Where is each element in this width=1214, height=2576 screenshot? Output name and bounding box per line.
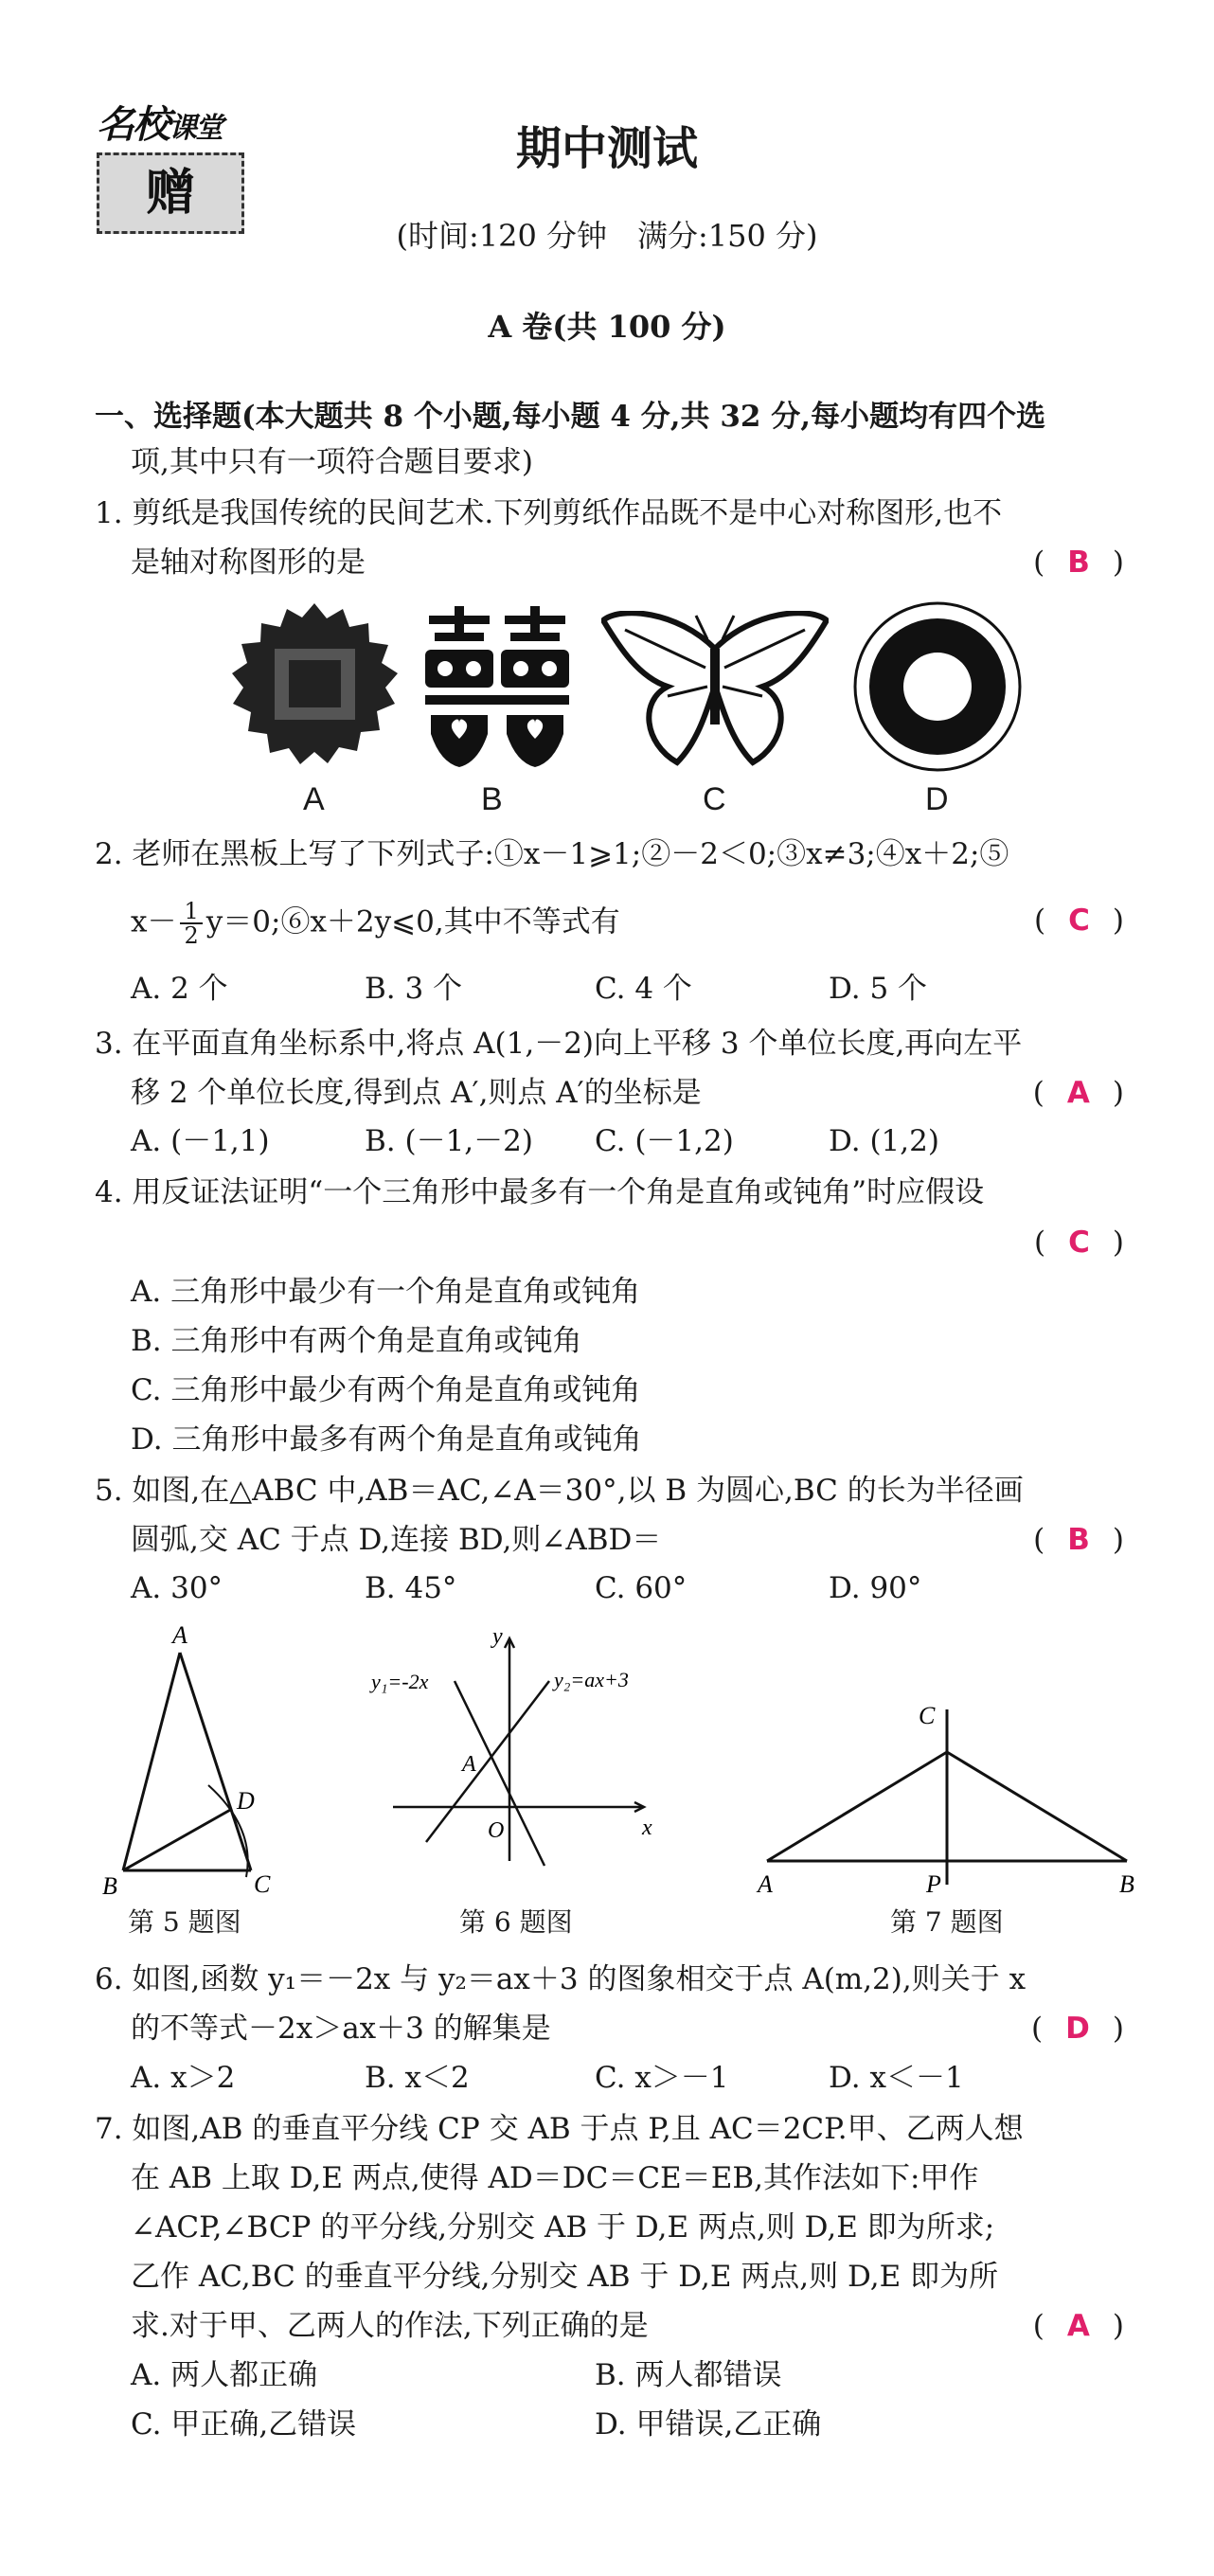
q3-text: 3. 在平面直角坐标系中,将点 A(1,－2)向上平移 3 个单位长度,再向左平 [95,1027,1023,1061]
q4-option-a: A. 三角形中最少有一个角是直角或钝角 [131,1275,641,1309]
figure-6-graph [360,1624,672,1870]
q5-text: 5. 如图,在△ABC 中,AB＝AC,∠A＝30°,以 B 为圆心,BC 的长为半径画 [95,1474,1024,1508]
q1-text-cont: 是轴对称图形的是 [131,546,366,580]
q7-answer: ( A ) [1032,2309,1124,2343]
papercut-b-label: B [481,781,503,817]
q7-option-d: D. 甲错误,乙正确 [595,2407,822,2442]
exam-time-score: (时间:120 分钟 满分:150 分) [396,218,818,254]
q5-option-a: A. 30° [131,1571,223,1605]
q6-option-c: C. x＞－1 [595,2061,729,2095]
fig6-label-y1: y₁=-2x [371,1670,429,1693]
part1-heading-cont: 项,其中只有一项符合题目要求) [131,445,533,479]
q3-option-c: C. (－1,2) [595,1124,734,1158]
q2-text-cont: x－ $\frac{1}{2}$ y＝0;⑥x＋2y⩽0,其中不等式有 [131,898,620,949]
q3-answer: ( A ) [1032,1076,1124,1110]
fraction-half: $\frac{1}{2}$ [180,900,202,947]
q2-option-c: C. 4 个 [595,972,692,1006]
q3-option-d: D. (1,2) [829,1124,939,1158]
q6-text-cont: 的不等式－2x＞ax＋3 的解集是 [131,2012,551,2046]
figure-7-triangle [748,1695,1146,1894]
q4-option-d: D. 三角形中最多有两个角是直角或钝角 [131,1422,642,1457]
q7-text-line5: 求.对于甲、乙两人的作法,下列正确的是 [131,2309,649,2343]
q6-text: 6. 如图,函数 y₁＝－2x 与 y₂＝ax＋3 的图象相交于点 A(m,2),则关于 x [95,1962,1027,1996]
fig5-label-b: B [102,1872,117,1900]
q5-option-c: C. 60° [595,1571,687,1605]
q5-text-cont: 圆弧,交 AC 于点 D,连接 BD,则∠ABD＝ [131,1523,662,1557]
q6-answer: ( D ) [1031,2012,1124,2046]
fig6-label-x: x [642,1816,652,1840]
section-heading: A 卷(共 100 分) [488,309,726,345]
q7-text: 7. 如图,AB 的垂直平分线 CP 交 AB 于点 P,且 AC＝2CP.甲、乙两人想 [95,2112,1024,2146]
q5-option-d: D. 90° [829,1571,922,1605]
gift-stamp: 赠 [97,152,244,234]
papercut-d-label: D [925,781,949,817]
q6-option-a: A. x＞2 [131,2061,236,2095]
q4-option-b: B. 三角形中有两个角是直角或钝角 [131,1324,582,1358]
fig6-label-y: y [492,1624,503,1649]
q7-option-a: A. 两人都正确 [131,2358,318,2392]
fig6-label-y2: y₂=ax+3 [554,1668,629,1691]
q3-option-b: B. (－1,－2) [365,1124,533,1158]
q4-answer: ( C ) [1034,1225,1124,1260]
fig7-label-c: C [919,1702,936,1729]
q5-option-b: B. 45° [365,1571,457,1605]
q3-option-a: A. (－1,1) [131,1124,270,1158]
figure-5-caption: 第 5 题图 [128,1906,241,1938]
fig7-label-b: B [1119,1870,1134,1894]
q2-option-a: A. 2 个 [131,972,228,1006]
q1-text: 1. 剪纸是我国传统的民间艺术.下列剪纸作品既不是中心对称图形,也不 [95,496,1003,530]
fig7-label-a: A [758,1870,773,1894]
q3-text-cont: 移 2 个单位长度,得到点 A′,则点 A′的坐标是 [131,1076,702,1110]
q6-option-b: B. x＜2 [365,2061,470,2095]
fig7-label-p: P [926,1870,941,1894]
brand-text: 名校课堂 [97,103,222,147]
q7-text-line2: 在 AB 上取 D,E 两点,使得 AD＝DC＝CE＝EB,其作法如下:甲作 [131,2161,979,2195]
papercut-c-image [601,611,829,767]
q7-option-b: B. 两人都错误 [595,2358,782,2392]
figure-6-caption: 第 6 题图 [459,1906,573,1938]
q1-answer: ( B ) [1033,546,1124,580]
q2-option-d: D. 5 个 [829,972,928,1006]
figure-7-caption: 第 7 题图 [890,1906,1004,1938]
fig5-label-a: A [172,1621,187,1649]
papercut-a-label: A [303,781,325,817]
q5-answer: ( B ) [1033,1523,1124,1557]
q7-option-c: C. 甲正确,乙错误 [131,2407,357,2442]
papercut-b-image [421,606,573,767]
q2-option-b: B. 3 个 [365,972,463,1006]
figure-5-triangle [95,1619,284,1904]
fig6-label-origin: O [488,1818,505,1843]
fig6-label-a: A [462,1752,476,1777]
q6-option-d: D. x＜－1 [829,2061,964,2095]
fig5-label-d: D [237,1787,255,1815]
part1-heading: 一、选择题(本大题共 8 个小题,每小题 4 分,共 32 分,每小题均有四个选 [95,400,1046,434]
papercut-a-image [232,601,398,767]
papercut-d-image [852,601,1023,772]
q7-text-line4: 乙作 AC,BC 的垂直平分线,分别交 AB 于 D,E 两点,则 D,E 即为所 [131,2260,999,2294]
q4-option-c: C. 三角形中最少有两个角是直角或钝角 [131,1373,641,1407]
page-title: 期中测试 [515,122,698,175]
q4-text: 4. 用反证法证明“一个三角形中最多有一个角是直角或钝角”时应假设 [95,1175,985,1209]
q7-text-line3: ∠ACP,∠BCP 的平分线,分别交 AB 于 D,E 两点,则 D,E 即为所求; [131,2210,995,2245]
q2-text: 2. 老师在黑板上写了下列式子:①x－1⩾1;②－2＜0;③x≠3;④x＋2;⑤ [95,837,1009,871]
q2-answer: ( C ) [1034,903,1124,938]
papercut-c-label: C [703,781,726,817]
fig5-label-c: C [254,1870,271,1898]
